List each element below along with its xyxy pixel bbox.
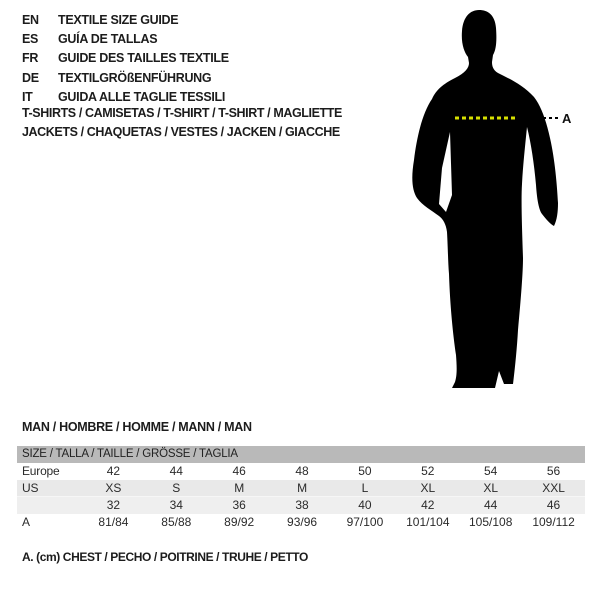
language-code: EN [22, 12, 39, 27]
language-row-es [22, 29, 229, 48]
measure-label-a: A [562, 111, 572, 126]
size-cell: 40 [358, 498, 372, 512]
language-title: GUIDA ALLE TAGLIE TESSILI [58, 90, 226, 105]
section-heading-man: MAN / HOMBRE / HOMME / MANN / MAN [22, 420, 252, 434]
size-cell: 44 [169, 464, 183, 478]
size-cell: M [234, 481, 245, 495]
size-cell: 32 [106, 498, 121, 512]
language-row-fr [22, 49, 229, 68]
table-row-europe [17, 463, 585, 480]
measurement-diagram [395, 0, 600, 400]
size-cell: 54 [484, 464, 498, 478]
size-cell: S [172, 481, 181, 495]
size-cell: 93/96 [287, 515, 318, 529]
table-row-chest-a [17, 514, 585, 531]
size-cell: 42 [421, 498, 435, 512]
size-cell: 36 [232, 498, 246, 512]
table-row-us [17, 480, 585, 497]
language-code: ES [22, 32, 39, 47]
size-table-header: SIZE / TALLA / TAILLE / GRÖSSE / TAGLIA [17, 446, 585, 463]
size-cell: 97/100 [346, 515, 384, 529]
size-cell: 109/112 [532, 515, 575, 529]
size-cell: 89/92 [224, 515, 255, 529]
category-heading [22, 104, 342, 142]
size-cell: XXL [542, 481, 565, 495]
size-cell: XL [483, 481, 499, 495]
row-label: US [22, 481, 39, 495]
size-cell: 34 [169, 498, 183, 512]
language-title-list [22, 10, 229, 107]
language-title: GUÍA DE TALLAS [58, 32, 158, 47]
size-cell: 46 [546, 498, 561, 512]
size-cell: 46 [232, 464, 246, 478]
language-row-en [22, 10, 229, 29]
language-title: GUIDE DES TAILLES TEXTILE [58, 51, 229, 66]
size-cell: XS [105, 481, 122, 495]
size-cell: 42 [106, 464, 121, 478]
size-cell: XL [420, 481, 436, 495]
measurement-footnote: A. (cm) CHEST / PECHO / POITRINE / TRUHE / PETTO [22, 550, 308, 564]
size-cell: L [361, 481, 369, 495]
size-cell: 38 [295, 498, 309, 512]
man-silhouette [412, 10, 558, 388]
size-table [17, 446, 585, 531]
size-cell: 101/104 [406, 515, 450, 529]
size-cell: 56 [546, 464, 561, 478]
row-label [17, 497, 82, 514]
language-code: IT [22, 90, 33, 105]
language-row-de [22, 68, 229, 87]
size-cell: 50 [358, 464, 372, 478]
language-title: TEXTILE SIZE GUIDE [58, 12, 179, 27]
size-cell: 48 [295, 464, 309, 478]
size-cell: M [297, 481, 308, 495]
table-row-numeric [17, 497, 585, 514]
size-cell: 85/88 [161, 515, 192, 529]
language-code: DE [22, 70, 39, 85]
language-code: FR [22, 51, 39, 66]
size-cell: 52 [421, 464, 435, 478]
category-line-tshirts: T-SHIRTS / CAMISETAS / T-SHIRT / T-SHIRT / MAGLIETTE [22, 106, 342, 120]
language-title: TEXTILGRÖßENFÜHRUNG [58, 70, 212, 85]
row-label: A [22, 515, 30, 529]
size-cell: 105/108 [468, 515, 513, 529]
row-label: Europe [22, 464, 60, 478]
size-cell: 81/84 [98, 515, 129, 529]
size-cell: 44 [484, 498, 498, 512]
category-line-jackets: JACKETS / CHAQUETAS / VESTES / JACKEN / GIACCHE [22, 125, 340, 139]
